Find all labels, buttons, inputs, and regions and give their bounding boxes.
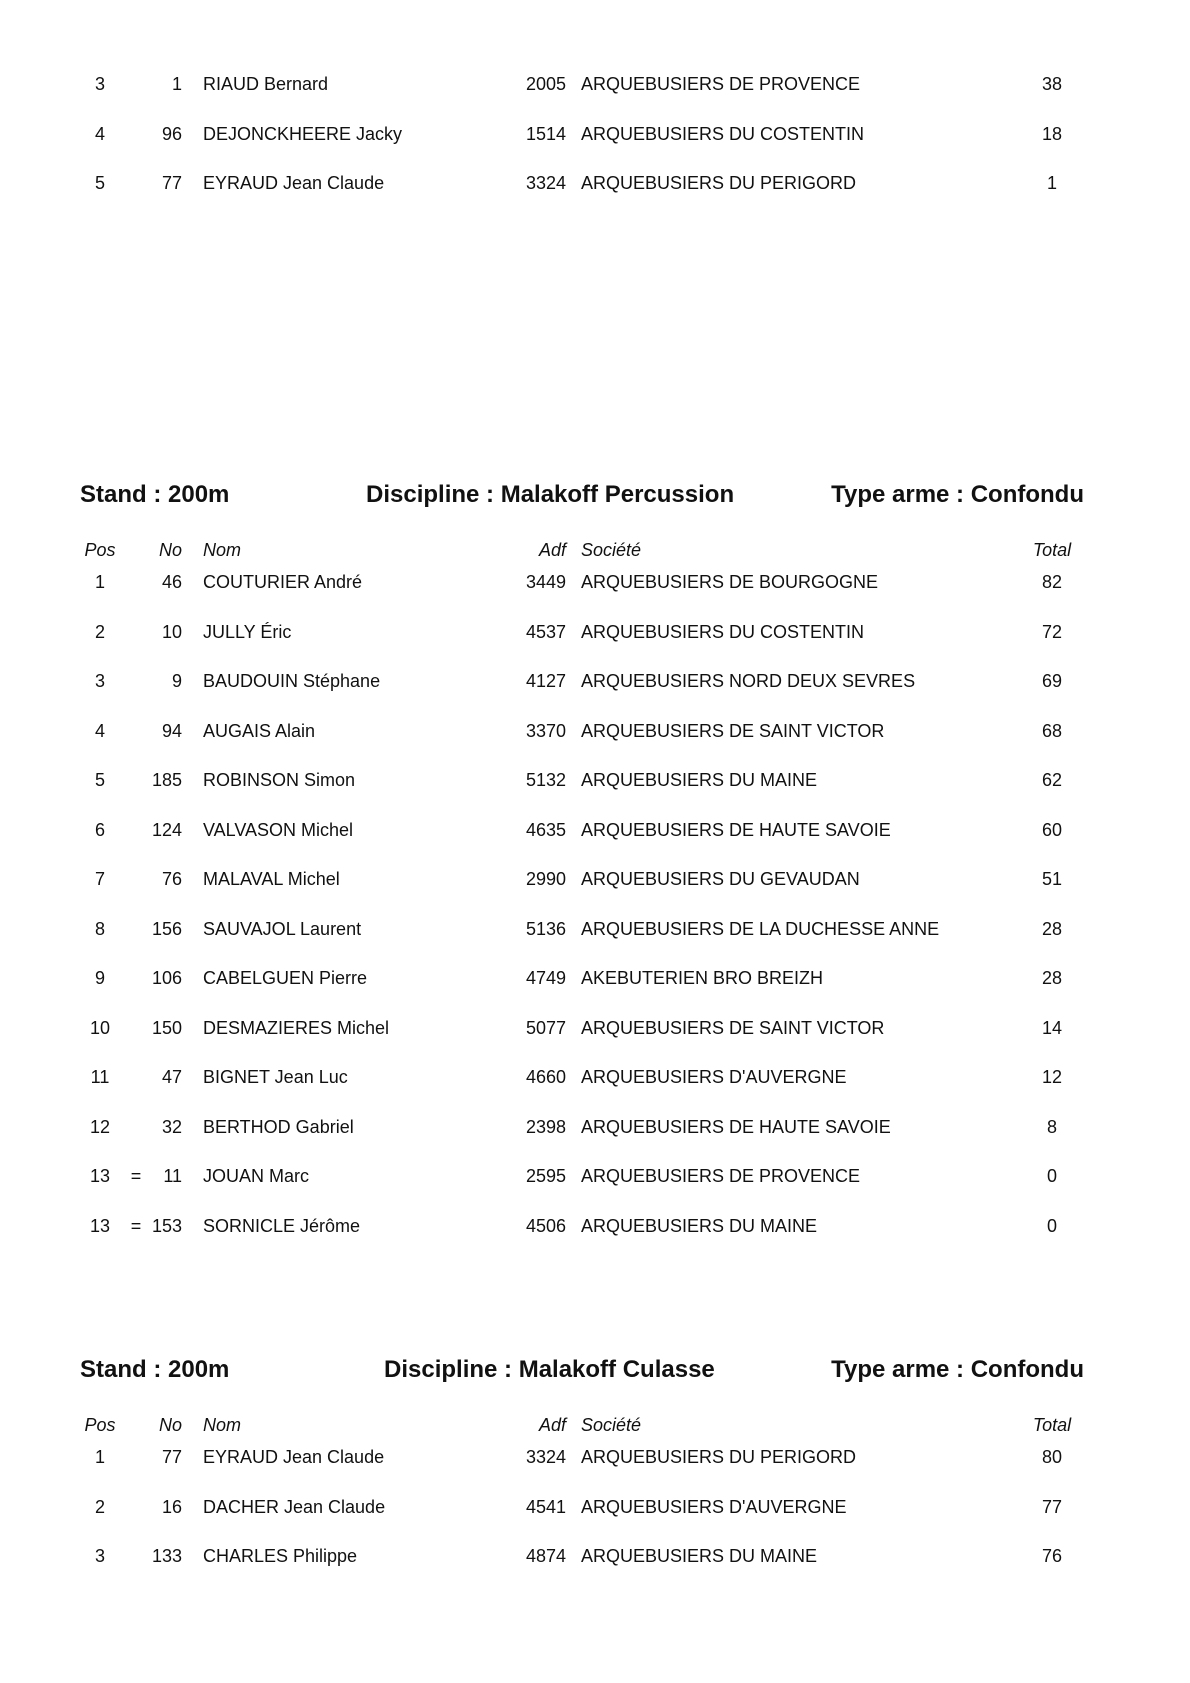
total-cell: 18 [1041,124,1063,144]
adf-cell: 4127 [525,671,566,691]
adf-cell: 4506 [525,1215,566,1236]
societe-cell: ARQUEBUSIERS DE PROVENCE [581,1166,861,1186]
no-cell: 47 [161,1067,182,1087]
table-row [0,916,1190,942]
table-row [0,1213,1190,1239]
no-cell: 10 [161,621,182,642]
pos-cell: 2 [94,1496,105,1517]
societe-cell: ARQUEBUSIERS DU PERIGORD [581,1447,857,1467]
discipline-title: Discipline : Malakoff Percussion [366,481,735,508]
societe-cell: AKEBUTERIEN BRO BREIZH [581,968,824,988]
no-cell: 124 [151,819,182,840]
pos-cell: 7 [94,869,105,889]
total-cell: 77 [1041,1496,1063,1517]
adf-cell: 2398 [525,1116,566,1137]
no-cell: 11 [163,1166,182,1186]
header-pos: Pos [84,540,116,560]
table-row [0,1015,1190,1041]
societe-cell: ARQUEBUSIERS DU MAINE [581,1215,818,1236]
nom-cell: JULLY Éric [203,621,292,642]
pos-cell: 5 [94,770,105,790]
section-header [0,478,1190,512]
no-cell: 32 [161,1116,182,1137]
total-cell: 1 [1046,173,1057,193]
societe-cell: ARQUEBUSIERS D'AUVERGNE [581,1496,847,1517]
pos-cell: 1 [94,1447,105,1467]
header-nom: Nom [203,540,242,560]
header-nom: Nom [203,1415,242,1435]
adf-cell: 3449 [525,572,566,592]
table-row [0,619,1190,645]
table-row [0,1543,1190,1569]
total-cell: 28 [1041,968,1063,988]
adf-cell: 4749 [525,968,566,988]
societe-cell: ARQUEBUSIERS DE HAUTE SAVOIE [581,819,891,840]
table-row [0,170,1190,196]
societe-cell: ARQUEBUSIERS DE PROVENCE [581,74,861,94]
nom-cell: CABELGUEN Pierre [203,968,368,988]
pos-cell: 3 [94,74,105,94]
nom-cell: BERTHOD Gabriel [203,1116,354,1137]
total-cell: 69 [1041,671,1063,691]
no-cell: 76 [161,869,182,889]
table-row [0,817,1190,843]
nom-cell: BAUDOUIN Stéphane [203,671,381,691]
adf-cell: 2005 [525,74,566,94]
pos-cell: 4 [94,124,105,144]
pos-cell: 10 [89,1017,111,1038]
tie-marker: = [130,1215,142,1236]
societe-cell: ARQUEBUSIERS DU GEVAUDAN [581,869,860,889]
table-row [0,1064,1190,1090]
header-adf: Adf [538,540,566,560]
header-total: Total [1032,1415,1072,1435]
header-societe: Société [581,540,642,560]
total-cell: 51 [1041,869,1063,889]
pos-cell: 11 [90,1067,110,1087]
societe-cell: ARQUEBUSIERS DU COSTENTIN [581,124,865,144]
table-row [0,767,1190,793]
no-cell: 94 [161,720,182,741]
nom-cell: VALVASON Michel [203,819,354,840]
stand-title: Stand : 200m [80,481,230,508]
no-cell: 96 [161,124,182,144]
table-row [0,1444,1190,1470]
adf-cell: 2990 [525,869,566,889]
societe-cell: ARQUEBUSIERS DE HAUTE SAVOIE [581,1116,891,1137]
table-row [0,569,1190,595]
no-cell: 77 [161,1447,182,1467]
total-cell: 38 [1041,74,1063,94]
societe-cell: ARQUEBUSIERS DE BOURGOGNE [581,572,879,592]
nom-cell: AUGAIS Alain [203,720,316,741]
societe-cell: ARQUEBUSIERS DU MAINE [581,1546,818,1566]
societe-cell: ARQUEBUSIERS DU PERIGORD [581,173,857,193]
no-cell: 150 [151,1017,182,1038]
societe-cell: ARQUEBUSIERS NORD DEUX SEVRES [581,671,916,691]
societe-cell: ARQUEBUSIERS DE LA DUCHESSE ANNE [581,918,940,939]
table-row [0,1163,1190,1189]
header-societe: Société [581,1415,642,1435]
societe-cell: ARQUEBUSIERS DE SAINT VICTOR [581,1017,885,1038]
pos-cell: 13 [89,1166,111,1186]
pos-cell: 2 [94,621,105,642]
total-cell: 0 [1046,1215,1057,1236]
pos-cell: 3 [94,1546,105,1566]
section-header [0,1353,1190,1387]
adf-cell: 4660 [525,1067,566,1087]
table-row [0,71,1190,97]
adf-cell: 4874 [525,1546,566,1566]
pos-cell: 9 [94,968,105,988]
societe-cell: ARQUEBUSIERS D'AUVERGNE [581,1067,847,1087]
nom-cell: SAUVAJOL Laurent [203,918,362,939]
header-pos: Pos [84,1415,116,1435]
nom-cell: ROBINSON Simon [203,770,356,790]
column-headers [0,537,1190,563]
nom-cell: DESMAZIERES Michel [203,1017,390,1038]
table-row [0,866,1190,892]
total-cell: 12 [1041,1067,1063,1087]
nom-cell: EYRAUD Jean Claude [203,173,385,193]
stand-title: Stand : 200m [80,1356,230,1383]
pos-cell: 13 [89,1215,111,1236]
no-cell: 133 [151,1546,182,1566]
total-cell: 62 [1041,770,1063,790]
nom-cell: DEJONCKHEERE Jacky [203,124,403,144]
no-cell: 153 [151,1215,182,1236]
no-cell: 16 [161,1496,182,1517]
nom-cell: CHARLES Philippe [203,1546,358,1566]
no-cell: 106 [151,968,182,988]
table-row [0,718,1190,744]
total-cell: 8 [1046,1116,1057,1137]
header-no: No [158,1415,182,1435]
nom-cell: JOUAN Marc [203,1166,310,1186]
total-cell: 0 [1046,1166,1057,1186]
nom-cell: EYRAUD Jean Claude [203,1447,385,1467]
nom-cell: RIAUD Bernard [203,74,329,94]
no-cell: 9 [171,671,182,691]
type-arme-title: Type arme : Confondu [831,1356,1084,1383]
no-cell: 46 [161,572,182,592]
no-cell: 156 [151,918,182,939]
nom-cell: SORNICLE Jérôme [203,1215,361,1236]
adf-cell: 5077 [525,1017,566,1038]
pos-cell: 5 [94,173,105,193]
adf-cell: 4541 [525,1496,566,1517]
adf-cell: 3370 [525,720,566,741]
pos-cell: 3 [94,671,105,691]
pos-cell: 8 [94,918,105,939]
adf-cell: 3324 [525,173,566,193]
pos-cell: 6 [94,819,105,840]
pos-cell: 4 [94,720,105,741]
column-headers [0,1412,1190,1438]
no-cell: 1 [171,74,182,94]
adf-cell: 3324 [525,1447,566,1467]
pos-cell: 12 [89,1116,111,1137]
adf-cell: 5132 [525,770,566,790]
total-cell: 28 [1041,918,1063,939]
header-no: No [158,540,182,560]
total-cell: 82 [1041,572,1063,592]
no-cell: 77 [161,173,182,193]
adf-cell: 2595 [525,1166,566,1186]
nom-cell: BIGNET Jean Luc [203,1067,348,1087]
total-cell: 80 [1041,1447,1063,1467]
nom-cell: MALAVAL Michel [203,869,340,889]
societe-cell: ARQUEBUSIERS DU MAINE [581,770,818,790]
discipline-title: Discipline : Malakoff Culasse [384,1356,715,1383]
no-cell: 185 [151,770,182,790]
table-row [0,121,1190,147]
societe-cell: ARQUEBUSIERS DE SAINT VICTOR [581,720,885,741]
adf-cell: 5136 [525,918,566,939]
total-cell: 60 [1041,819,1063,840]
adf-cell: 4537 [525,621,566,642]
table-row [0,1114,1190,1140]
total-cell: 68 [1041,720,1063,741]
table-row [0,668,1190,694]
pos-cell: 1 [94,572,105,592]
table-row [0,1494,1190,1520]
header-adf: Adf [538,1415,566,1435]
type-arme-title: Type arme : Confondu [831,481,1084,508]
tie-marker: = [130,1166,142,1186]
adf-cell: 4635 [525,819,566,840]
nom-cell: COUTURIER André [203,572,363,592]
adf-cell: 1514 [525,124,566,144]
table-row [0,965,1190,991]
nom-cell: DACHER Jean Claude [203,1496,386,1517]
header-total: Total [1032,540,1072,560]
societe-cell: ARQUEBUSIERS DU COSTENTIN [581,621,865,642]
total-cell: 72 [1041,621,1063,642]
total-cell: 14 [1041,1017,1063,1038]
total-cell: 76 [1041,1546,1063,1566]
